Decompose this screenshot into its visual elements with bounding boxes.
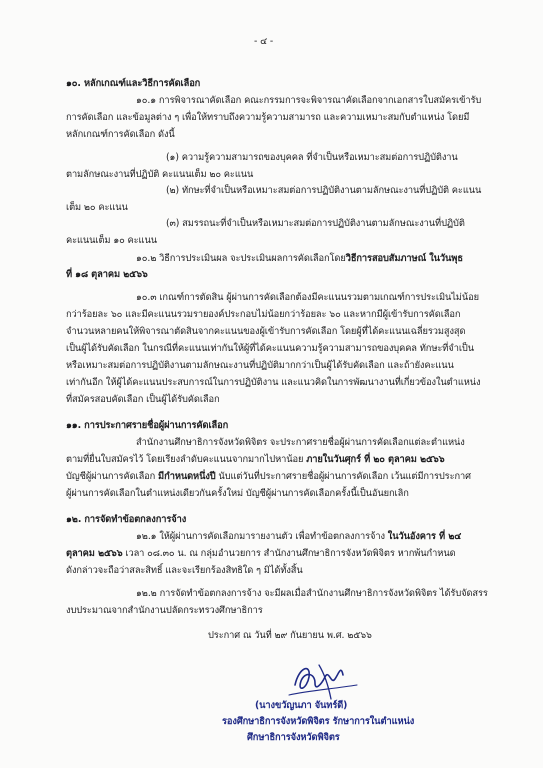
sec12-p1-line1-text: ๑๒.๑ ให้ผู้ผ่านการคัดเลือกมารายงานตัว เพื่อทำข้อตกลงการจ้าง xyxy=(136,531,388,542)
announcement-signing-date: ประกาศ ณ วันที่ ๒๙ กันยายน พ.ศ. ๒๕๖๖ xyxy=(208,630,372,641)
sec12-p1-line2 xyxy=(66,548,456,560)
criterion-2-line1: (๒) ทักษะที่จำเป็นหรือเหมาะสมต่อการปฏิบัติงานตามลักษณะงานที่ปฏิบัติ คะแนน xyxy=(166,185,482,196)
section-10-heading: ๑๐. หลักเกณฑ์และวิธีการคัดเลือก xyxy=(66,78,201,89)
signer-name: (นางขวัญนภา จันทร์ดี) xyxy=(255,700,348,711)
handwritten-signature xyxy=(285,655,365,703)
section-11-heading: ๑๑. การประกาศรายชื่อผู้ผ่านการคัดเลือก xyxy=(66,420,229,431)
sec11-line2 xyxy=(66,454,445,466)
sec10-p3-line2: กว่าร้อยละ ๖๐ และมีคะแนนรวมรายองค์ประกอบไม่น้อยกว่าร้อยละ ๖๐ และหากมีผู้เข้ารับการคัดเลือก xyxy=(66,309,461,320)
announcement-date: ภายในวันศุกร์ ที่ ๒๐ ตุลาคม ๒๕๖๖ xyxy=(306,454,445,465)
criterion-1-line2: ตามลักษณะงานที่ปฏิบัติ คะแนนเต็ม ๒๐ คะแนน xyxy=(66,169,254,180)
sec12-p1-line2-text: เวลา ๐๘.๓๐ น. ณ กลุ่มอำนวยการ สำนักงานศึกษาธิการจังหวัดพิจิตร หากพ้นกำหนด xyxy=(122,548,456,559)
sec11-line3-text-a: บัญชีผู้ผ่านการคัดเลือก xyxy=(66,471,159,482)
sec10-p2-line1 xyxy=(136,253,463,265)
sec10-p3-line3: จำนวนหลายคนให้พิจารณาตัดสินจากคะแนนของผู้เข้ารับการคัดเลือก โดยผู้ที่ได้คะแนนเฉลี่ยรวมสูงสุด xyxy=(66,326,466,337)
sec11-line3 xyxy=(66,471,471,483)
sec10-p3-line5: หรือเหมาะสมต่อการปฏิบัติงานตามลักษณะงานที่ปฏิบัติมากกว่าเป็นผู้ได้รับคัดเลือก และถ้ายังคะแนน xyxy=(66,360,454,371)
interview-date: ที่ ๑๘ ตุลาคม ๒๕๖๖ xyxy=(66,269,148,280)
sec11-line4: ผู้ผ่านการคัดเลือกในตำแหน่งเดียวกันครั้งใหม่ บัญชีผู้ผ่านการคัดเลือกครั้งนี้เป็นอันยกเลิก xyxy=(66,488,409,499)
sec10-p3-line4: เป็นผู้ได้รับคัดเลือก ในกรณีที่คะแนนเท่ากันให้ผู้ที่ได้คะแนนความรู้ความสามารถของบุคคล ทักษะที่จำเป็น xyxy=(66,343,474,354)
criterion-3-line2: คะแนนเต็ม ๑๐ คะแนน xyxy=(66,235,157,246)
sec10-p1-line1: ๑๐.๑ การพิจารณาคัดเลือก คณะกรรมการจะพิจารณาคัดเลือกจากเอกสารใบสมัครเข้ารับ xyxy=(136,95,482,106)
sec11-line1: สำนักงานศึกษาธิการจังหวัดพิจิตร จะประกาศรายชื่อผู้ผ่านการคัดเลือกแต่ละตำแหน่ง xyxy=(136,437,465,448)
signer-title-line2: ศึกษาธิการจังหวัดพิจิตร xyxy=(247,732,340,743)
sec10-p3-line6: เท่ากันอีก ให้ผู้ได้คะแนนประสบการณ์ในการปฏิบัติงาน และแนวคิดในการพัฒนางานที่เกี่ยวข้องในตำแหน่ง xyxy=(66,377,481,388)
sec11-line2-text: ตามที่ยื่นใบสมัครไว้ โดยเรียงลำดับคะแนนจากมากไปหาน้อย xyxy=(66,454,307,465)
sec11-line3-text-b: นับแต่วันที่ประกาศรายชื่อผู้ผ่านการคัดเลือก เว้นแต่มีการประกาศ xyxy=(215,471,471,482)
sec10-p1-line3: หลักเกณฑ์การคัดเลือก ดังนี้ xyxy=(66,129,175,140)
page-number: - ๔ - xyxy=(254,36,274,47)
section-12-heading: ๑๒. การจัดทำข้อตกลงการจ้าง xyxy=(66,514,187,525)
sec12-p2-line2: งบประมาณจากสำนักงานปลัดกระทรวงศึกษาธิการ xyxy=(66,605,263,616)
sec10-p2-line1-text: ๑๐.๒ วิธีการประเมินผล จะประเมินผลการคัดเลือกโดย xyxy=(136,253,346,264)
sec12-p1-line3: ดังกล่าวจะถือว่าสละสิทธิ์ และจะเรียกร้องสิทธิใด ๆ มิได้ทั้งสิ้น xyxy=(66,565,303,576)
sec10-p3-line1: ๑๐.๓ เกณฑ์การตัดสิน ผู้ผ่านการคัดเลือกต้องมีคะแนนรวมตามเกณฑ์การประเมินไม่น้อย xyxy=(136,292,479,303)
report-date: ในวันอังคาร ที่ ๒๔ xyxy=(387,531,462,542)
criterion-1-line1: (๑) ความรู้ความสามารถของบุคคล ที่จำเป็นหรือเหมาะสมต่อการปฏิบัติงาน xyxy=(166,152,458,163)
criterion-3-line1: (๓) สมรรถนะที่จำเป็นหรือเหมาะสมต่อการปฏิบัติงานตามลักษณะงานที่ปฏิบัติ xyxy=(166,218,465,229)
report-month-year: ตุลาคม ๒๕๖๖ xyxy=(66,548,123,559)
sec12-p2-line1: ๑๒.๒ การจัดทำข้อตกลงการจ้าง จะมีผลเมื่อสำนักงานศึกษาธิการจังหวัดพิจิตร ได้รับจัดสรร xyxy=(136,588,488,599)
sec10-p3-line7: ที่สมัครสอบคัดเลือก เป็นผู้ได้รับคัดเลือก xyxy=(66,394,220,405)
sec10-p1-line2: การคัดเลือก และข้อมูลต่าง ๆ เพื่อให้ทราบถึงความรู้ความสามารถ และความเหมาะสมกับตำแหน่ง โดยมี xyxy=(66,112,470,123)
signer-title-line1: รองศึกษาธิการจังหวัดพิจิตร รักษาการในตำแหน่ง xyxy=(222,716,415,727)
criterion-2-line2: เต็ม ๒๐ คะแนน xyxy=(66,202,128,213)
validity-period: มีกำหนดหนึ่งปี xyxy=(158,471,216,482)
sec12-p1-line1 xyxy=(136,531,461,543)
interview-method: วิธีการสอบสัมภาษณ์ ในวันพุธ xyxy=(345,253,463,264)
